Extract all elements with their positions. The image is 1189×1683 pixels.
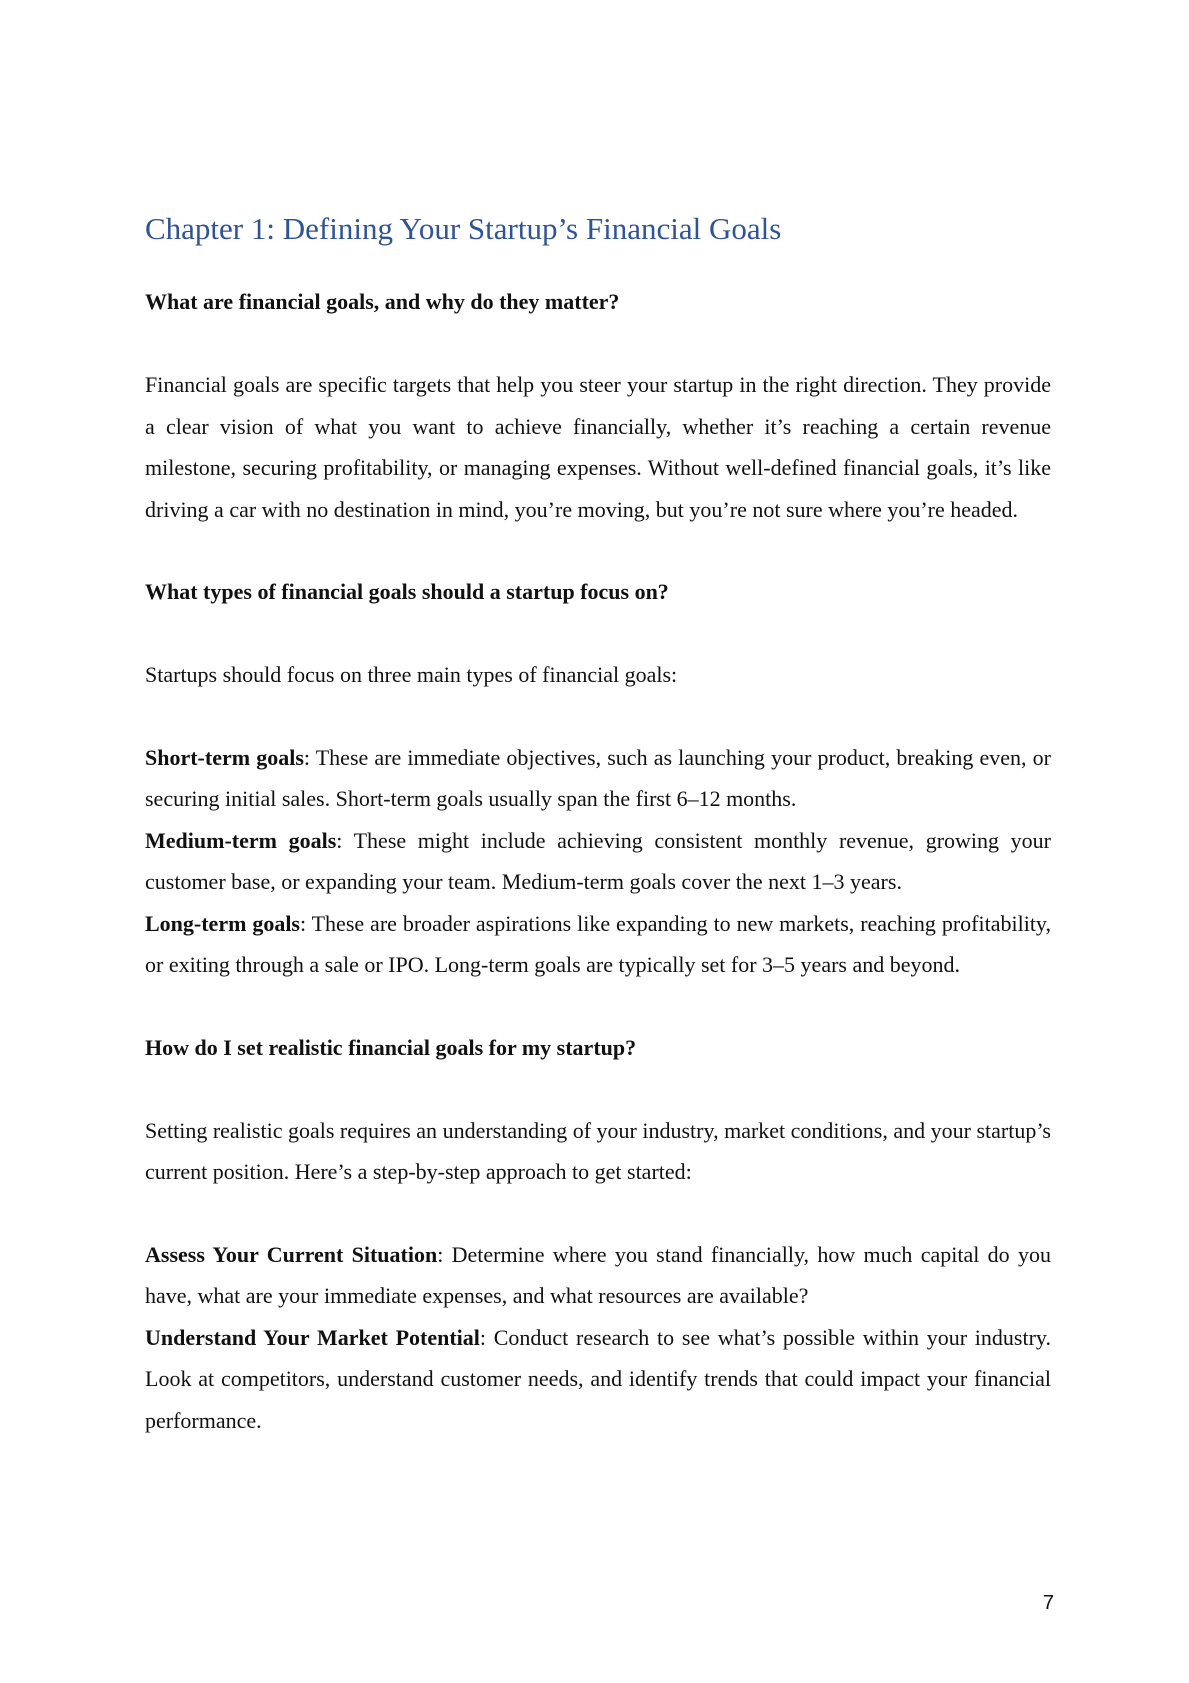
step-term: Understand Your Market Potential: [145, 1324, 480, 1350]
goal-item-long-term: [145, 903, 1051, 986]
section-question: What are financial goals, and why do they matter?: [145, 289, 620, 314]
goal-item-medium-term: [145, 820, 1051, 903]
goal-item-short-term: [145, 737, 1051, 820]
section-question: What types of financial goals should a startup focus on?: [145, 579, 669, 604]
goal-text: : These are broader aspirations like expanding to new markets, reaching profitability, or exiting through a sale or IPO. Long-term goals are typically set for 3–5 years and beyond.: [145, 910, 1051, 977]
step-item-market: [145, 1317, 1051, 1442]
page-content: [145, 205, 1051, 1441]
step-term: Assess Your Current Situation: [145, 1241, 438, 1267]
page-number: 7: [1042, 1592, 1054, 1614]
step-item-assess: [145, 1234, 1051, 1317]
goal-term: Medium-term goals: [145, 827, 337, 853]
goal-text: : These are immediate objectives, such as launching your product, breaking even, or securing initial sales. Short-term goals usually span the first 6–12 months.: [145, 744, 1051, 811]
goal-text: : These might include achieving consistent monthly revenue, growing your customer base, or expanding your team. Medium-term goals cover the next 1–3 years.: [145, 827, 1051, 894]
section-intro: Startups should focus on three main types of financial goals:: [145, 662, 678, 687]
step-text: : Conduct research to see what’s possible within your industry. Look at competitors, understand customer needs, and identify trends that could impact your financial performance.: [145, 1324, 1051, 1433]
chapter-title: Chapter 1: Defining Your Startup’s Financial Goals: [145, 211, 782, 246]
goal-term: Long-term goals: [145, 910, 300, 936]
paragraph: Financial goals are specific targets that help you steer your startup in the right direction. They provide a clear vision of what you want to achieve financially, whether it’s reaching a certain revenue milestone, securing profitability, or managing expenses. Without well-defined financial goals, it’s like driving a car with no destination in mind, you’re moving, but you’re not sure where you’re headed.: [145, 372, 1051, 522]
step-text: : Determine where you stand financially, how much capital do you have, what are your immediate expenses, and what resources are available?: [145, 1241, 1051, 1308]
section-intro: Setting realistic goals requires an understanding of your industry, market conditions, and your startup’s current position. Here’s a step-by-step approach to get started:: [145, 1117, 1051, 1184]
goal-term: Short-term goals: [145, 744, 304, 770]
section-question: How do I set realistic financial goals for my startup?: [145, 1034, 637, 1060]
